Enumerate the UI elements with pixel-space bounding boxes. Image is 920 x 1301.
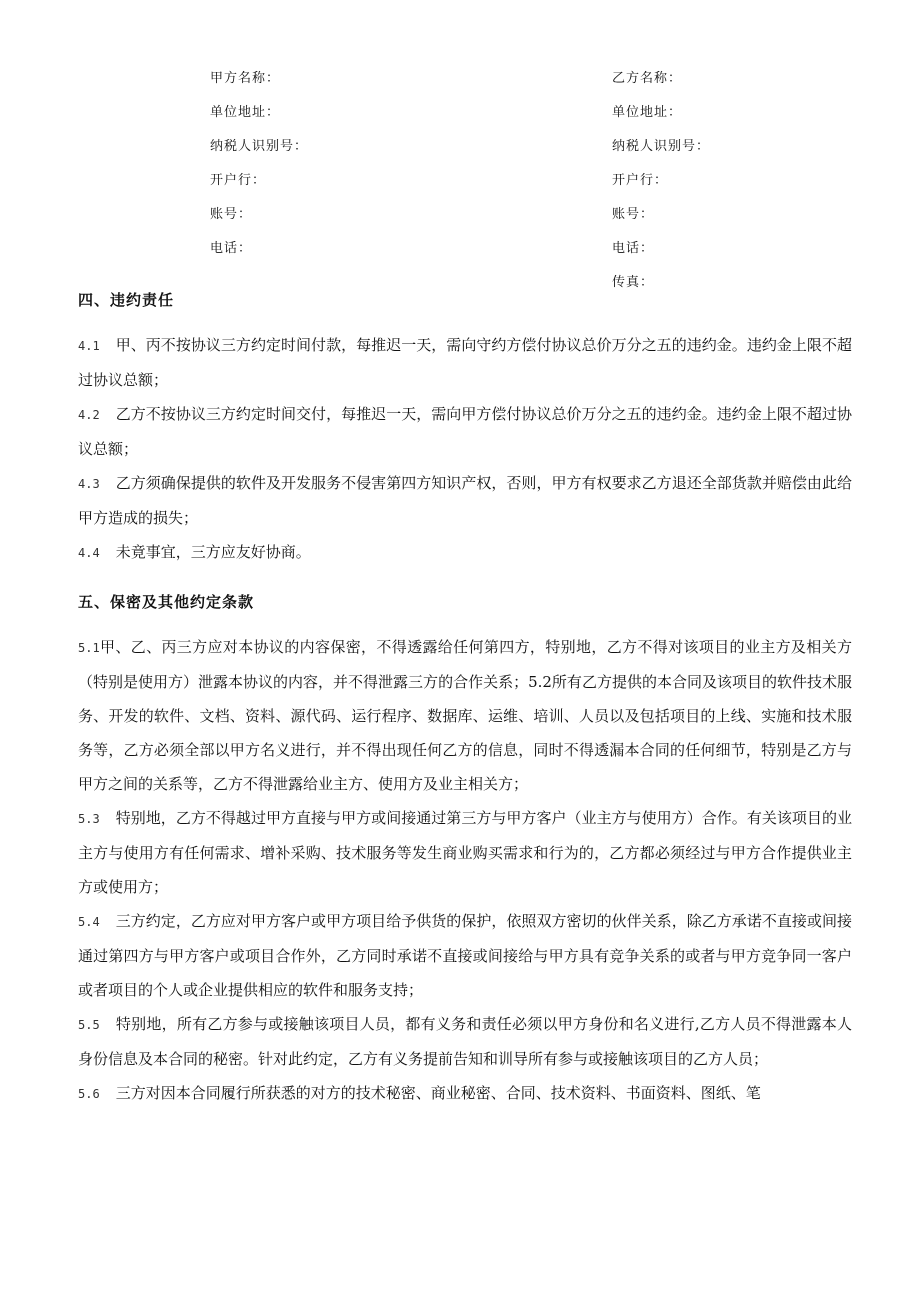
party-b-bank-label: 开户行：	[612, 173, 669, 188]
section-4-clauses	[78, 328, 852, 570]
clause-5-3	[78, 801, 852, 904]
party-a-tax-id-label: 纳税人识别号：	[210, 139, 309, 154]
clause-number: 5.6	[78, 1087, 100, 1101]
clause-5-5	[78, 1007, 852, 1076]
party-a-bank-label: 开户行：	[210, 173, 267, 188]
clause-text: 特别地，乙方不得越过甲方直接与甲方或间接通过第三方与甲方客户（业主方与使用方）合作。有关该项目的业主方与使用方有任何需求、增补采购、技术服务等发生商业购买需求和行为的，乙方都必须经过与甲方合作提供业主方或使用方；	[78, 809, 852, 896]
section-5-title: 五、保密及其他约定条款	[78, 593, 255, 611]
section-4-title: 四、违约责任	[78, 291, 175, 309]
clause-text: 三方对因本合同履行所获悉的对方的技术秘密、商业秘密、合同、技术资料、书面资料、图纸、笔	[115, 1084, 761, 1102]
clause-text: 三方约定，乙方应对甲方客户或甲方项目给予供货的保护，依照双方密切的伙伴关系，除乙方承诺不直接或间接通过第四方与甲方客户或项目合作外，乙方同时承诺不直接或间接给与甲方具有竞争关系的或者与甲方竞争同一客户或者项目的个人或企业提供相应的软件和服务支持；	[78, 912, 852, 999]
party-a-info	[210, 62, 308, 266]
clause-4-1	[78, 328, 852, 397]
clause-text: 乙方须确保提供的软件及开发服务不侵害第四方知识产权，否则，甲方有权要求乙方退还全部货款并赔偿由此给甲方造成的损失；	[78, 474, 852, 527]
clause-4-4	[78, 535, 852, 570]
clause-5-1	[78, 630, 852, 801]
clause-text: 甲、丙不按协议三方约定时间付款，每推迟一天，需向守约方偿付协议总价万分之五的违约金。违约金上限不超过协议总额；	[78, 336, 852, 389]
clause-number: 5.5	[78, 1018, 100, 1032]
clause-text: 特别地，所有乙方参与或接触该项目人员，都有义务和责任必须以甲方身份和名义进行,乙方人员不得泄露本人身份信息及本合同的秘密。针对此约定，乙方有义务提前告知和训导所有参与或接触该项目的乙方人员；	[78, 1015, 852, 1068]
clause-number: 4.4	[78, 546, 100, 560]
clause-4-2	[78, 397, 852, 466]
clause-text: 乙方不按协议三方约定时间交付，每推迟一天，需向甲方偿付协议总价万分之五的违约金。违约金上限不超过协议总额；	[78, 405, 852, 458]
party-a-name-label: 甲方名称：	[210, 71, 281, 86]
party-a-address-label: 单位地址：	[210, 105, 281, 120]
clause-number: 5.3	[78, 812, 100, 826]
party-b-account-label: 账号：	[612, 207, 655, 222]
clause-text: 甲、乙、丙三方应对本协议的内容保密，不得透露给任何第四方，特别地，乙方不得对该项目的业主方及相关方（特别是使用方）泄露本协议的内容，并不得泄露三方的合作关系；5.2所有乙方提供的本合同及该项目的软件技术服务、开发的软件、文档、资料、源代码、运行程序、数据库、运维、培训、人员以及包括项目的上线、实施和技术服务等，乙方必须全部以甲方名义进行，并不得出现任何乙方的信息，同时不得透漏本合同的任何细节，特别是乙方与甲方之间的关系等，乙方不得泄露给业主方、使用方及业主相关方；	[78, 638, 852, 793]
party-b-tax-id-label: 纳税人识别号：	[612, 139, 711, 154]
party-a-phone-label: 电话：	[210, 241, 253, 256]
clause-number: 4.3	[78, 477, 100, 491]
party-b-phone-label: 电话：	[612, 241, 655, 256]
clause-4-3	[78, 466, 852, 535]
party-b-name-label: 乙方名称：	[612, 71, 683, 86]
clause-5-6	[78, 1076, 852, 1111]
party-b-fax-label: 传真：	[612, 275, 655, 290]
clause-number: 4.2	[78, 408, 100, 422]
party-b-address-label: 单位地址：	[612, 105, 683, 120]
clause-number: 5.1	[78, 641, 100, 655]
section-5-clauses	[78, 630, 852, 1111]
party-b-info	[612, 62, 710, 300]
clause-number: 5.4	[78, 915, 100, 929]
clause-number: 4.1	[78, 339, 100, 353]
party-a-account-label: 账号：	[210, 207, 253, 222]
clause-text: 未竟事宜，三方应友好协商。	[115, 543, 311, 561]
clause-5-4	[78, 904, 852, 1007]
